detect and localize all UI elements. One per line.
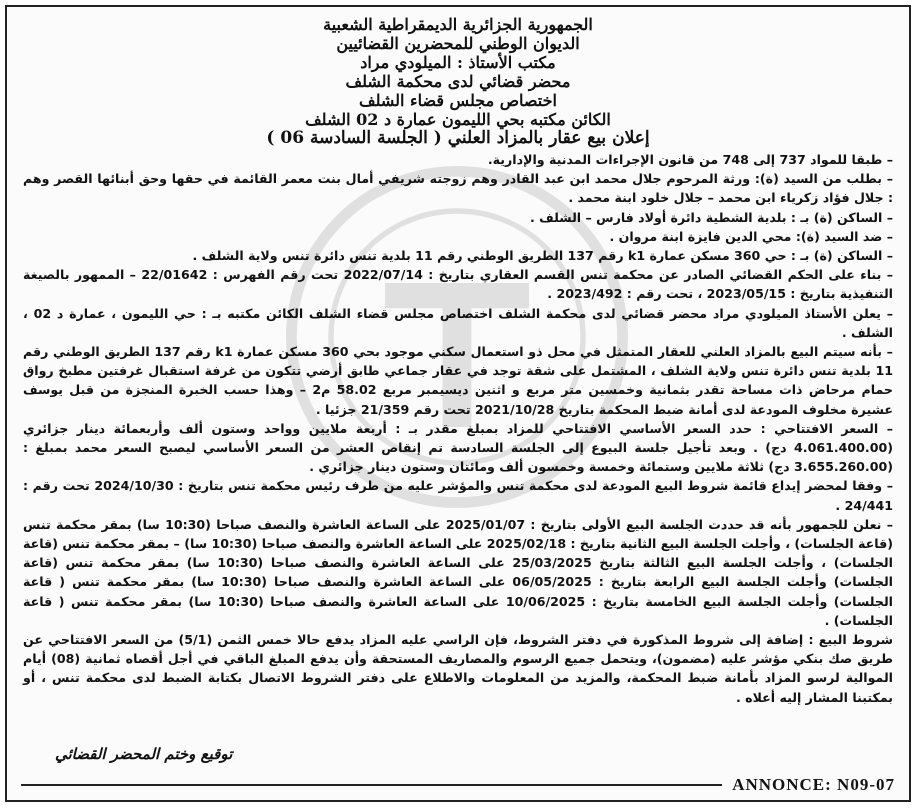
paragraph-session-dates: – نعلن للجمهور بأنه قد حددت الجلسة البيع الأولى بتاريخ : 2025/01/07 على الساعة العاشرة والنصف صباحا (10:30 سا) بمقر محكمة تنس (قاعة الجلسات) ، وأجلت الجلسة البيع الثانية بتاريخ : 2025/02/18 على الساعة العاشرة والنصف صباحا (10:30 سا) – بمقر محكمة تنس (قاعة الجلسات) ، وأجلت الجلسة البيع الثالثة بتاريخ 25/03/2025 على الساعة العاشرة والنصف صباحا (10:30 سا) بمقر محكمة تنس (قاعة الجلسات) وأجلت الجلسة البيع الرابعة بتاريخ : 06/05/2025 على الساعة العاشرة والنصف صباحا (10:30 سا) بمقر محكمة تنس ( قاعة الجلسات) وأجلت الجلسة البيع الخامسة بتاريخ : 10/06/2025 على الساعة العاشرة والنصف صباحا (10:30 سا) بمقر محكمة تنس ( قاعة الجلسات) . [23,516,893,628]
paragraph-requester: – بطلب من السيد (ة): ورثة المرحوم جلال محمد ابن عبد القادر وهم زوجته شريفي أمال بنت معمر القائمة في حقها وحق أبنائها القصر وهم : جلال فؤاد زكرياء ابن محمد – جلال خلود ابنة محمد . [23,171,893,206]
paragraph-judgment: – بناء على الحكم القضائي الصادر عن محكمة تنس القسم العقاري بتاريخ : 2022/07/14 تحت رقم الفهرس : 22/01642 – الممهور بالصيغة التنفيذية بتاريخ : 2023/05/15 ، تحت رقم : 2023/492 . [23,267,894,302]
header-office-of: مكتب الأستاذ : الميلودي مراد [360,53,556,72]
header-bailiff-court: محضر قضائي لدى محكمة الشلف [345,72,571,91]
signature-line: توقيع وختم المحضر القضائي [55,745,233,763]
paragraph-opening-price: – السعر الافتتاحي : حدد السعر الأساسي الافتتاحي للمزاد بمبلغ مقدر بـ : أربعة ملايين وواحد وستون ألف وأربعمائة دينار جزائري (4.061.400.00 دج) . وبعد تأجيل جلسة البيوع إلى الجلسة السادسة تم إنقاص العشر من السعر الأساسي ليصبح السعر محمد بمبلغ : (3.655.260.00 دج) ثلاثة ملايين وستمائة وخمسة وخمسون ألف ومائتان وستون دينار جزائري . [23,420,893,475]
announce-reference: ANNONCE: N09-07 [732,775,895,794]
announcement-body [7,148,909,707]
paragraph-announcer: – يعلن الأستاذ الميلودي مراد محضر قضائي لدى محكمة الشلف اختصاص مجلس قضاء الشلف الكائن مكتبه بـ : حي الليمون ، عمارة د 02 ، الشلف . [23,305,894,340]
paragraph-property: – بأنه سيتم البيع بالمزاد العلني للعقار المتمثل في محل ذو استعمال سكني موجود بحي 360 مسكن عمارة k1 رقم 137 الطريق الوطني رقم 11 بلدية تنس دائرة تنس ولاية الشلف ، المشتمل على شقة توجد في عقار جماعي طابق أرضي تتكون من غرفة استقبال غرفتين مطبخ رواق حمام مرحاض ذات مساحة تقدر بثمانية وخمسين متر مربع و اثنين ديسيمبر مربع 58.02 م2 – وهذا حسب الخبرة المنجزة من قبل يوسف عشيرة مخلوف المودعة لدى أمانة ضبط المحكمة بتاريخ 2021/10/28 تحت رقم 21/359 جزئيا . [23,344,893,417]
paragraph-requester-address: – الساكن (ة) بـ : بلدية الشطية دائرة أولاد فارس – الشلف . [529,209,893,225]
header-national-office: الديوان الوطني للمحضرين القضائيين [336,34,580,53]
announce-footer [21,775,895,795]
header-office-address: الكائن مكتبه بحي الليمون عمارة د 02 الشلف [305,110,611,129]
paragraph-legal-basis: – طبقا للمواد 737 إلى 748 من قانون الإجراءات المدنية والإدارية. [487,152,893,167]
announcement-title: إعلان بيع عقار بالمزاد العلني ( الجلسة السادسة 06 ) [266,128,650,148]
paragraph-defendant: – ضد السيد (ة): محي الدين فايزة ابنة مروان . [609,228,893,244]
header-republic: الجمهورية الجزائرية الديمقراطية الشعبية [323,15,593,34]
announcement-header [7,7,909,148]
paragraph-conditions-list: – وفقا لمحضر إيداع قائمة شروط البيع المودعة لدى محكمة تنس والمؤشر عليه من طرف رئيس محكمة تنس بتاريخ : 2024/10/30 تحت رقم : 24/441 . [23,478,893,513]
footer-rule [21,784,722,786]
paragraph-defendant-address: – الساكن (ة) بـ : حي 360 مسكن عمارة k1 رقم 137 الطريق الوطني رقم 11 بلدية تنس دائرة تنس ولاية الشلف . [192,248,893,264]
announcement-page [5,5,911,802]
header-jurisdiction: اختصاص مجلس قضاء الشلف [359,91,557,110]
paragraph-sale-conditions: شروط البيع : إضافة إلى شروط المذكورة في دفتر الشروط، فإن الراسي عليه المزاد يدفع حالا خمس الثمن (5/1) من السعر الافتتاحي عن طريق صك بنكي مؤشر عليه (مضمون)، ويتحمل جميع الرسوم والمصاريف المستحقة وأن يدفع المبلغ الباقي في أجل أقصاه ثمانية (08) أيام الموالية لرسو المزاد بأمانة ضبط المحكمة، والمزيد من المعلومات والاطلاع على دفتر الشروط الاتصال بكتابة الضبط لدى محكمة تنس ، أو بمكتبنا المشار إليه أعلاه . [23,632,894,705]
